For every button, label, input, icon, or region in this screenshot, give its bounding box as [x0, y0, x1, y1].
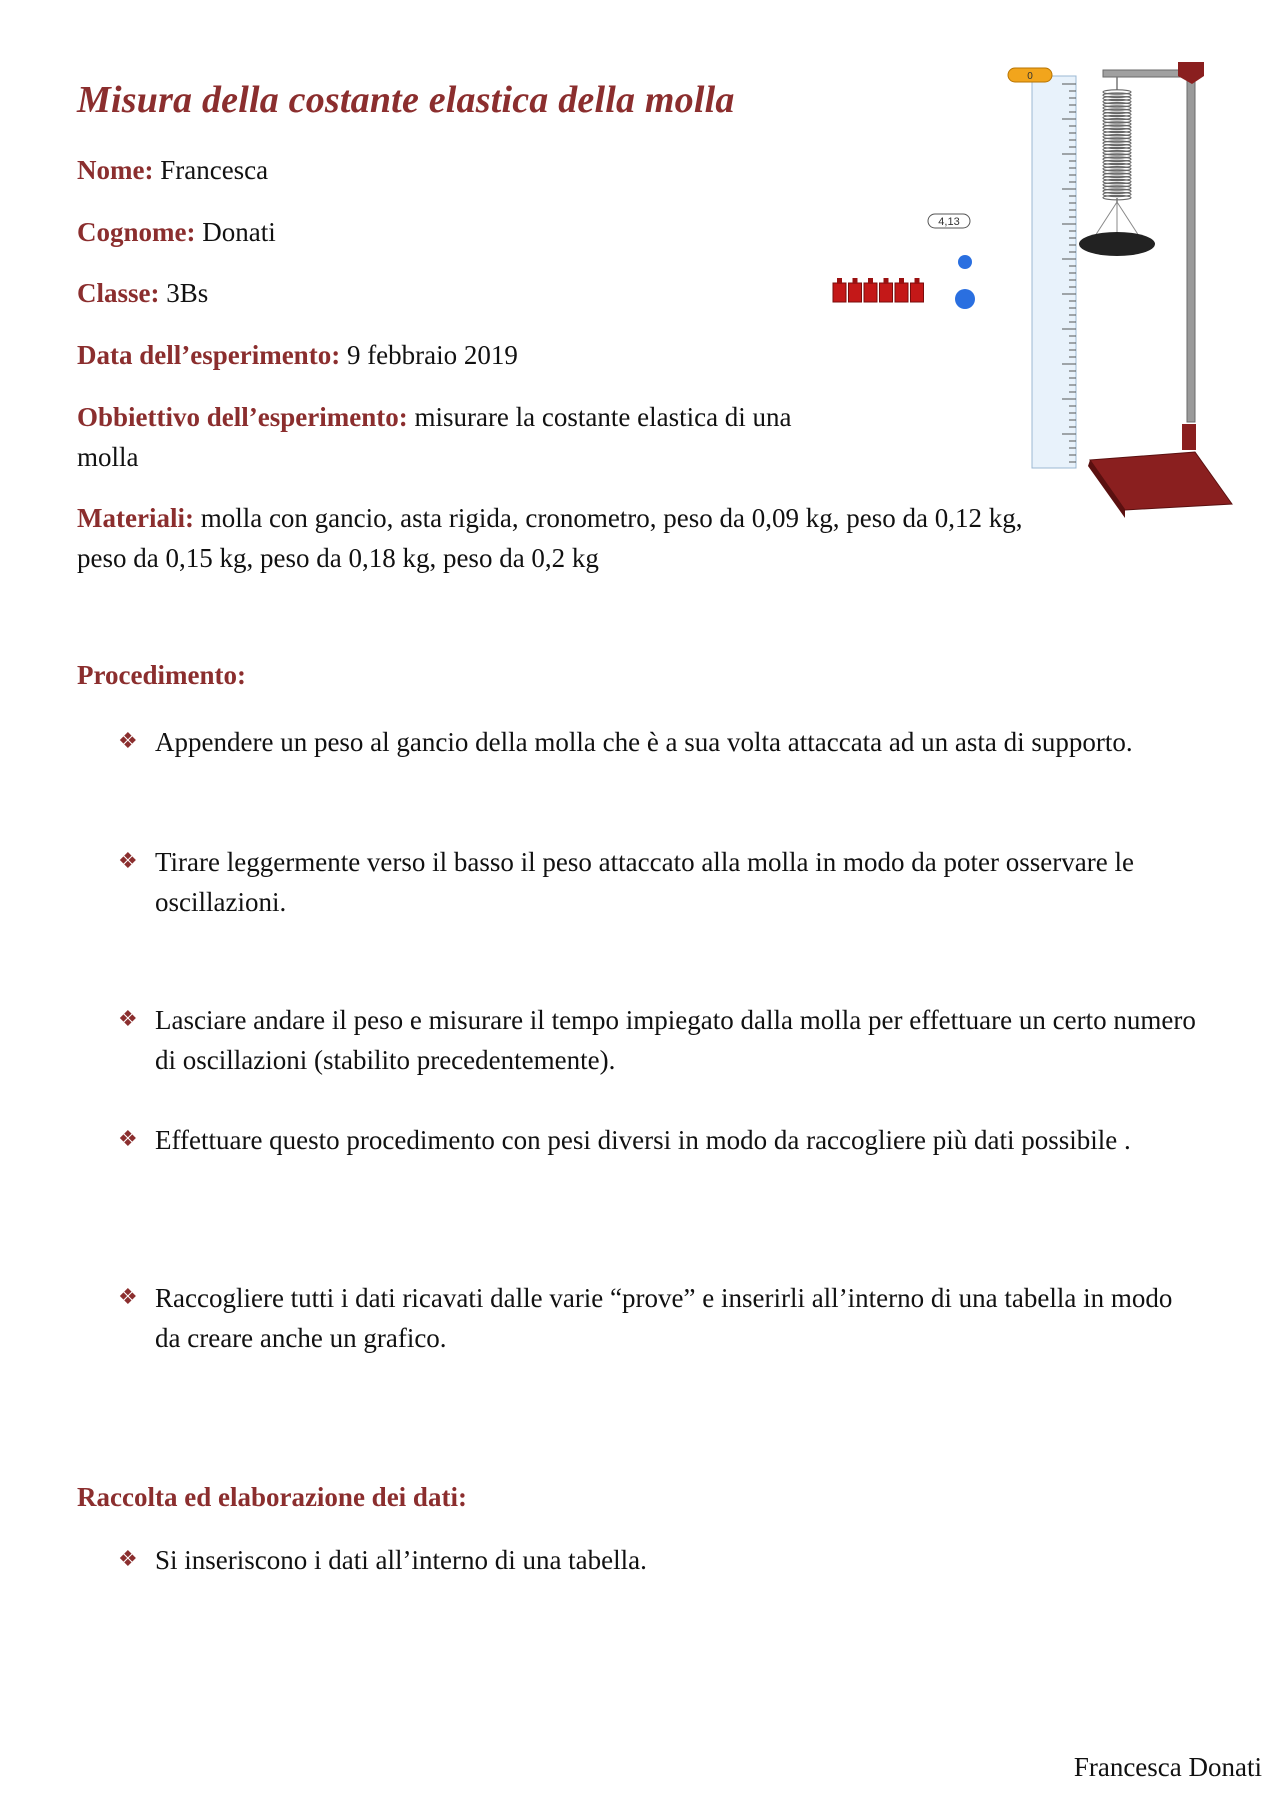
field-data [77, 335, 518, 375]
field-label: Classe: [77, 278, 160, 308]
field-cognome [77, 212, 276, 252]
diamond-bullet-icon: ❖ [118, 1007, 138, 1032]
list-item [118, 1540, 1198, 1580]
weight-knob [899, 278, 904, 284]
diamond-bullet-icon: ❖ [118, 849, 138, 874]
weights-row[interactable] [833, 278, 924, 302]
list-item-text: Appendere un peso al gancio della molla che è a sua volta attaccata ad un asta di supporto. [155, 727, 1133, 757]
list-item-text: Lasciare andare il peso e misurare il tempo impiegato dalla molla per effettuare un certo numero di oscillazioni (stabilito precedentemente). [155, 1005, 1196, 1075]
field-label: Obbiettivo dell’esperimento: [77, 402, 408, 432]
weight-block [849, 283, 862, 302]
list-item [118, 1000, 1198, 1080]
weight-knob [915, 278, 920, 284]
field-value: 3Bs [166, 278, 209, 308]
hanger-string [1095, 202, 1117, 236]
field-obiettivo [77, 397, 837, 477]
page-title: Misura della costante elastica della molla [77, 79, 735, 121]
field-label: Materiali: [77, 503, 194, 533]
list-item [118, 1120, 1198, 1160]
weight-knob [884, 278, 889, 284]
stand-clamp-bottom [1182, 424, 1196, 450]
list-item-text: Si inseriscono i dati all’interno di una tabella. [155, 1545, 647, 1575]
hanger-string [1117, 202, 1139, 236]
field-label: Nome: [77, 155, 154, 185]
field-nome [77, 150, 268, 190]
weight-block [833, 283, 846, 302]
weight-pan[interactable] [1079, 232, 1155, 256]
readout-value: 4,13 [938, 216, 960, 228]
list-item [118, 722, 1198, 762]
spring [1103, 77, 1131, 204]
list-item [118, 1278, 1198, 1358]
stand-base [1090, 452, 1232, 510]
field-label: Cognome: [77, 217, 196, 247]
control-ball-small[interactable] [958, 255, 972, 269]
footer-author: Francesca Donati [1073, 1752, 1262, 1782]
weight-block [864, 283, 877, 302]
weight-block [911, 283, 924, 302]
ruler-zero-label: 0 [1027, 71, 1033, 82]
list-item-text: Raccogliere tutti i dati ricavati dalle varie “prove” e inserirli all’interno di una tabella in modo da creare anche un grafico. [155, 1283, 1173, 1353]
field-value: 9 febbraio 2019 [346, 340, 518, 370]
diamond-bullet-icon: ❖ [118, 1547, 138, 1572]
field-value: Francesca [160, 155, 269, 185]
stand-clamp-top [1178, 62, 1204, 84]
list-item-text: Effettuare questo procedimento con pesi diversi in modo da raccogliere più dati possibile . [155, 1125, 1131, 1155]
spring-apparatus-illustration [820, 62, 1240, 522]
list-item-text: Tirare leggermente verso il basso il peso attaccato alla molla in modo da poter osservare le oscillazioni. [155, 847, 1134, 917]
field-classe [77, 273, 208, 313]
ruler [1032, 76, 1076, 468]
weight-knob [868, 278, 873, 284]
diamond-bullet-icon: ❖ [118, 1285, 138, 1310]
stand-pole [1187, 72, 1195, 422]
field-label: Data dell’esperimento: [77, 340, 341, 370]
field-value: misurare la costante elastica di una molla [77, 402, 792, 472]
control-ball-large[interactable] [955, 289, 975, 309]
field-value: molla con gancio, asta rigida, cronometro, peso da 0,09 kg, peso da 0,12 kg, peso da 0,15 kg, peso da 0,18 kg, peso da 0,2 kg [77, 503, 1023, 573]
weight-block [895, 283, 908, 302]
field-value: Donati [202, 217, 276, 247]
diamond-bullet-icon: ❖ [118, 1127, 138, 1152]
section-heading-raccolta: Raccolta ed elaborazione dei dati: [77, 1482, 467, 1512]
weight-knob [853, 278, 858, 284]
weight-block [880, 283, 893, 302]
section-heading-procedimento: Procedimento: [77, 660, 246, 690]
diamond-bullet-icon: ❖ [118, 729, 138, 754]
weight-knob [837, 278, 842, 284]
list-item [118, 842, 1198, 922]
